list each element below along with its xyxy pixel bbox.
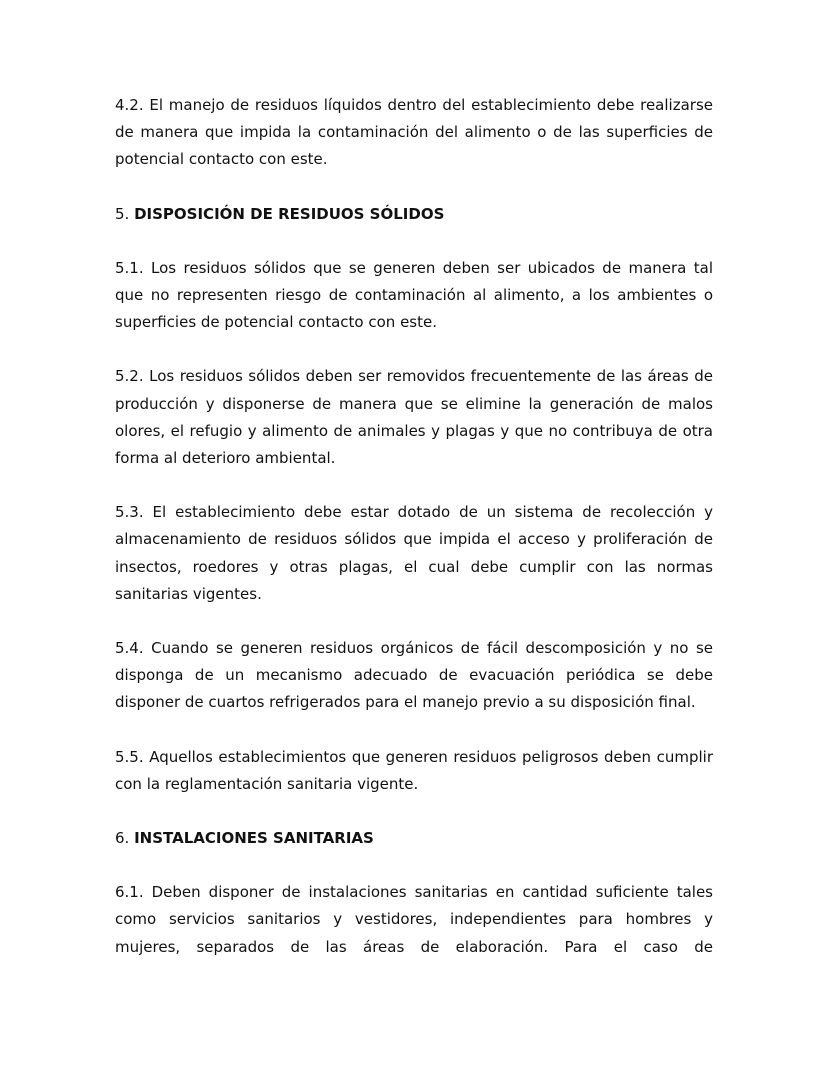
- paragraph-5-2: 5.2. Los residuos sólidos deben ser removidos frecuentemente de las áreas de producción y disponerse de manera que se elimine la generación de malos olores, el refugio y alimento de animales y plagas y que no contribuya de otra forma al deterioro ambiental.: [115, 367, 713, 468]
- section-number-6: 6.: [115, 829, 130, 848]
- section-title-6: INSTALACIONES SANITARIAS: [134, 829, 374, 848]
- section-number-5: 5.: [115, 204, 130, 223]
- section-title-5: DISPOSICIÓN DE RESIDUOS SÓLIDOS: [134, 204, 445, 223]
- paragraph-6-1: 6.1. Deben disponer de instalaciones sanitarias en cantidad suficiente tales como servicios sanitarios y vestidores, independientes para hombres y mujeres, separados de las áreas de elaboración. Para el caso de: [115, 883, 713, 956]
- paragraph-5-1: 5.1. Los residuos sólidos que se generen deben ser ubicados de manera tal que no representen riesgo de contaminación al alimento, a los ambientes o superficies de potencial contacto con este.: [115, 258, 713, 332]
- paragraph-5-4: 5.4. Cuando se generen residuos orgánicos de fácil descomposición y no se disponga de un mecanismo adecuado de evacuación periódica se debe disponer de cuartos refrigerados para el manejo previo a su disposición final.: [115, 639, 713, 712]
- section-heading-5: [115, 201, 713, 228]
- paragraph-5-3: 5.3. El establecimiento debe estar dotado de un sistema de recolección y almacenamiento de residuos sólidos que impida el acceso y proliferación de insectos, roedores y otras plagas, el cual debe cumplir con las normas sanitarias vigentes.: [115, 503, 713, 603]
- paragraph-5-5: 5.5. Aquellos establecimientos que generen residuos peligrosos deben cumplir con la reglamentación sanitaria vigente.: [115, 747, 713, 793]
- section-heading-6: [115, 825, 713, 852]
- document-page: [115, 92, 713, 988]
- paragraph-4-2: 4.2. El manejo de residuos líquidos dentro del establecimiento debe realizarse de manera que impida la contaminación del alimento o de las superficies de potencial contacto con este.: [115, 96, 713, 169]
